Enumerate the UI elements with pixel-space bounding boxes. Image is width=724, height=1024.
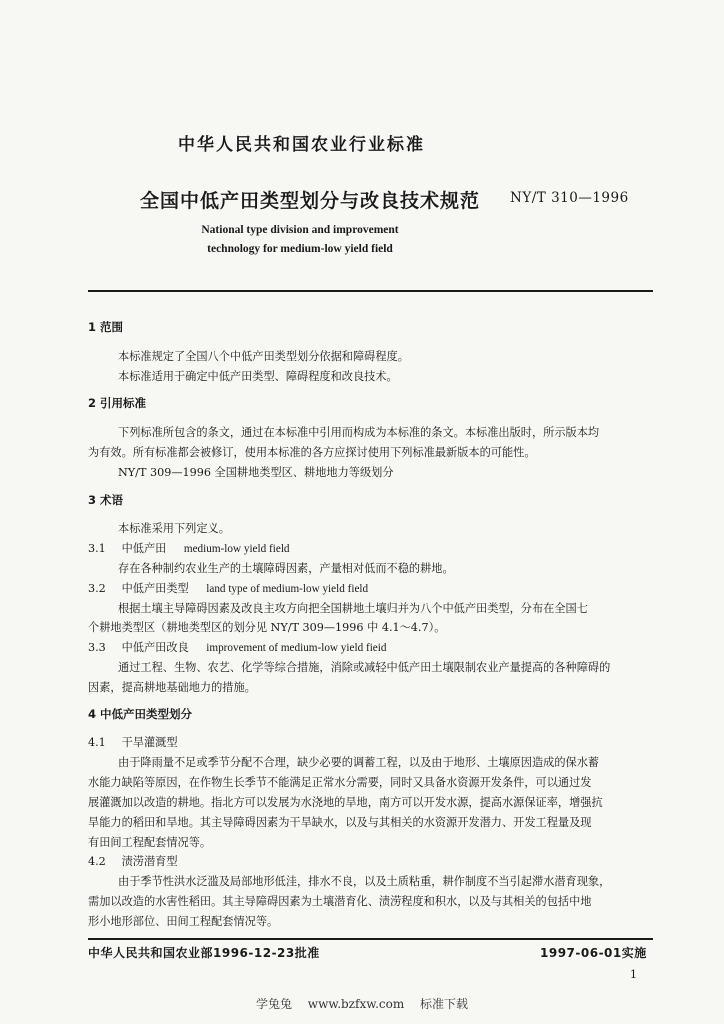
type-4-1-text-line-5: 有田间工程配套情况等。 xyxy=(88,836,212,849)
approval-date: 中华人民共和国农业部1996-12-23批准 xyxy=(88,946,320,960)
type-4-1-number: 4.1 xyxy=(88,736,106,749)
effective-date: 1997-06-01实施 xyxy=(540,946,647,960)
type-4-1-name: 干旱灌溉型 xyxy=(121,736,178,749)
term-3-1-english: medium-low yield field xyxy=(183,543,290,555)
term-3-3-english: improvement of medium-low yield fieid xyxy=(206,642,387,654)
term-3-3-number: 3.3 xyxy=(88,641,106,654)
term-3-2-chinese: 中低产田类型 xyxy=(121,582,189,595)
site-tag: 标准下载 xyxy=(420,997,469,1011)
term-3-1-number: 3.1 xyxy=(88,542,106,555)
term-3-1 xyxy=(88,540,290,556)
type-4-1-text-line-2: 水能力缺陷等原因，在作物生长季节不能满足正常水分需要，同时又具备水资源开发条件，可以通过发 xyxy=(88,776,592,789)
site-watermark xyxy=(0,995,724,1012)
term-3-2-number: 3.2 xyxy=(88,582,106,595)
english-title-line-2: technology for medium-low yield field xyxy=(207,243,393,255)
term-3-3-definition-line-1: 通过工程、生物、农艺、化学等综合措施，消除或减轻中低产田土壤限制农业产量提高的各种障碍的 xyxy=(118,661,611,674)
section-2-heading: 2 引用标准 xyxy=(88,396,147,410)
section-2-paragraph-line-1: 下列标准所包含的条文，通过在本标准中引用而构成为本标准的条文。本标准出版时，所示版本均 xyxy=(118,426,600,439)
english-title-line-1: National type division and improvement xyxy=(201,224,399,236)
term-3-2-definition-line-2: 个耕地类型区（耕地类型区的划分见 NY/T 309—1996 中 4.1～4.7）。 xyxy=(88,621,446,634)
term-3-3 xyxy=(88,639,386,655)
type-4-2-text-line-3: 形小地形部位、田间工程配套情况等。 xyxy=(88,915,279,928)
term-3-2-english: land type of medium-low yield field xyxy=(206,583,369,595)
type-4-1-text-line-4: 旱能力的稻田和旱地。其主导障碍因素为干旱缺水，以及与其相关的水资源开发潜力、开发工程量及现 xyxy=(88,816,592,829)
footer-divider xyxy=(88,938,653,940)
type-4-2 xyxy=(88,853,178,869)
section-2-reference: NY/T 309—1996 全国耕地类型区、耕地地力等级划分 xyxy=(118,466,394,479)
type-4-2-name: 渍涝潜育型 xyxy=(121,855,178,868)
standard-code: NY/T 310—1996 xyxy=(510,190,629,206)
site-url[interactable]: www.bzfxw.com xyxy=(307,997,405,1011)
section-1-paragraph-1: 本标准规定了全国八个中低产田类型划分依据和障碍程度。 xyxy=(118,350,409,363)
header-divider xyxy=(88,290,653,292)
term-3-2 xyxy=(88,580,368,596)
type-4-1-text-line-1: 由于降雨量不足或季节分配不合理，缺少必要的调蓄工程，以及由于地形、土壤原因造成的保水蓄 xyxy=(118,756,600,769)
type-4-1 xyxy=(88,734,178,750)
type-4-2-text-line-2: 需加以改造的水害性稻田。其主导障碍因素为土壤潜育化、渍涝程度和积水，以及与其相关的包括中地 xyxy=(88,895,592,908)
page-title: 全国中低产田类型划分与改良技术规范 xyxy=(140,190,481,212)
type-4-1-text-line-3: 展灌溉加以改造的耕地。指北方可以发展为水浇地的旱地，南方可以开发水源，提高水源保证率，增强抗 xyxy=(88,796,603,809)
term-3-3-definition-line-2: 因素，提高耕地基础地力的措施。 xyxy=(88,681,256,694)
term-3-3-chinese: 中低产田改良 xyxy=(121,641,189,654)
term-3-1-definition: 存在各种制约农业生产的土壤障碍因素，产量相对低而不稳的耕地。 xyxy=(118,562,454,575)
type-4-2-text-line-1: 由于季节性洪水泛滥及局部地形低洼，排水不良，以及土质粘重，耕作制度不当引起滞水潜育现象， xyxy=(118,875,611,888)
section-3-heading: 3 术语 xyxy=(88,493,124,507)
section-1-heading: 1 范围 xyxy=(88,320,124,334)
section-2-paragraph-line-2: 为有效。所有标准都会被修订，使用本标准的各方应探讨使用下列标准最新版本的可能性。 xyxy=(88,446,536,459)
standard-series-title: 中华人民共和国农业行业标准 xyxy=(178,135,425,155)
site-name: 学兔兔 xyxy=(255,997,292,1011)
section-3-intro: 本标准采用下列定义。 xyxy=(118,522,230,535)
term-3-1-chinese: 中低产田 xyxy=(121,542,167,555)
page-number: 1 xyxy=(630,968,637,981)
type-4-2-number: 4.2 xyxy=(88,855,106,868)
term-3-2-definition-line-1: 根据土壤主导障碍因素及改良主攻方向把全国耕地土壤归并为八个中低产田类型，分布在全国七 xyxy=(118,602,588,615)
section-4-heading: 4 中低产田类型划分 xyxy=(88,707,193,721)
section-1-paragraph-2: 本标准适用于确定中低产田类型、障碍程度和改良技术。 xyxy=(118,370,398,383)
